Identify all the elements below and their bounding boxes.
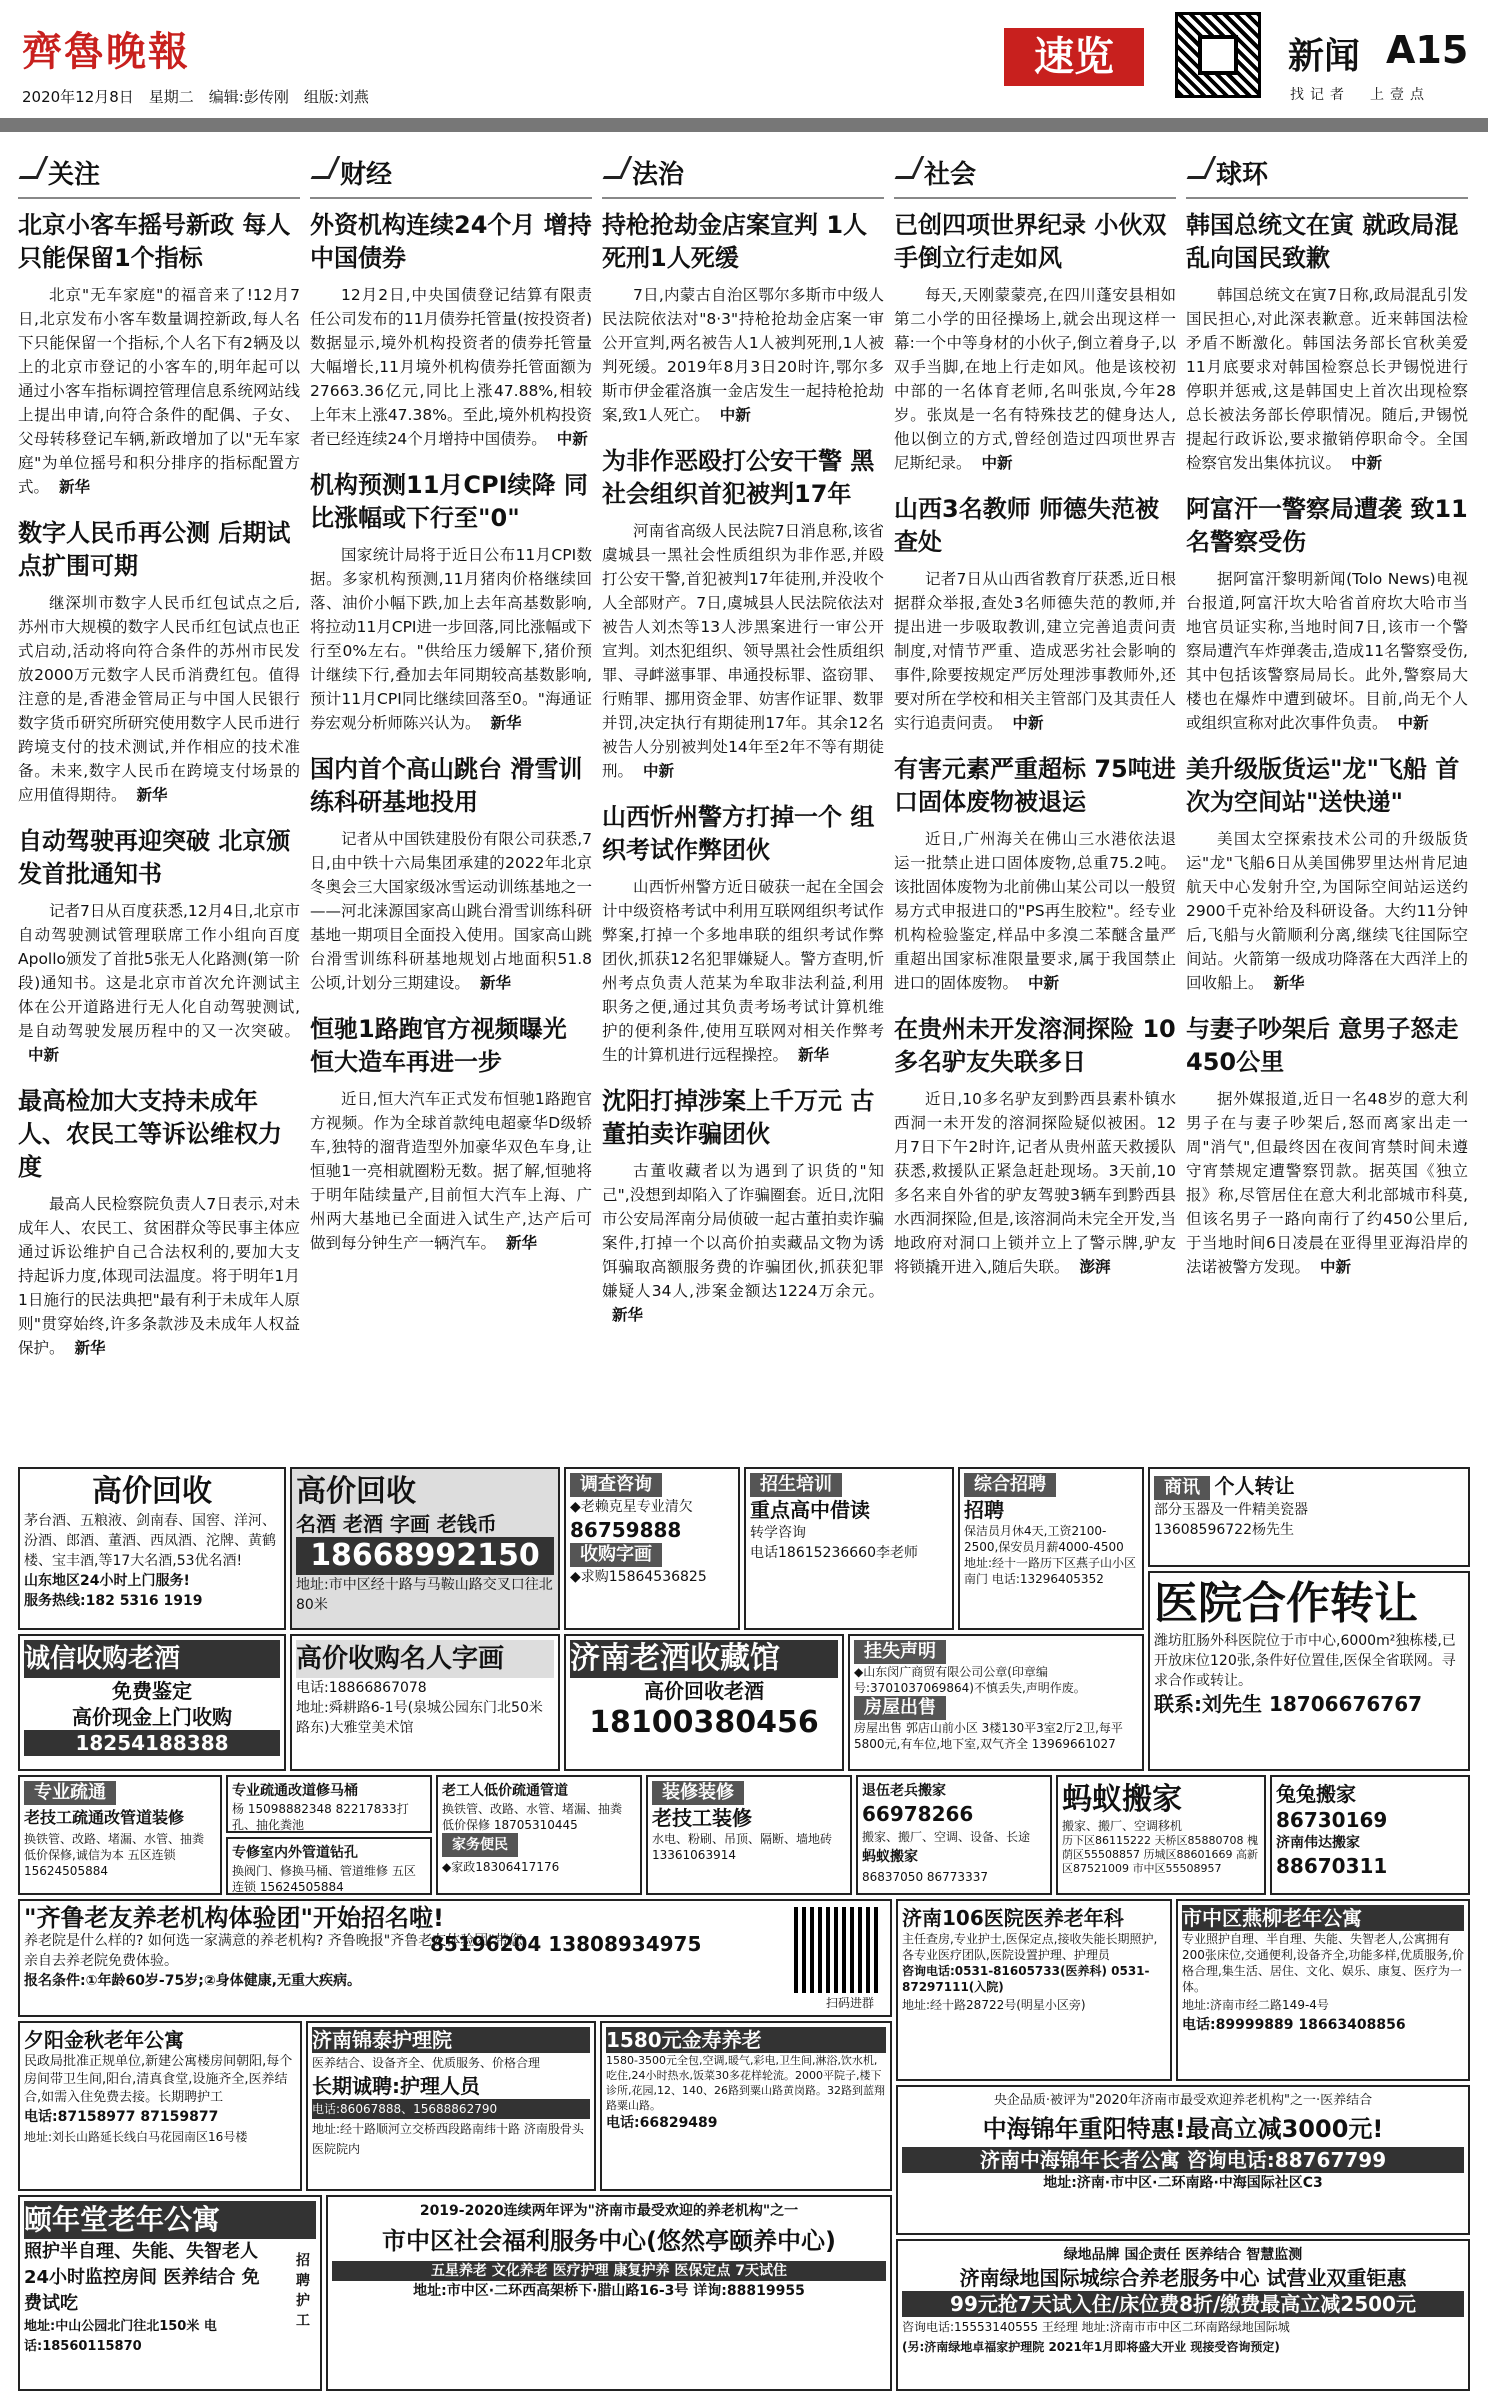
ad-body: ◆求购15864536825 <box>570 1569 707 1585</box>
ad-title: 专业疏通改道修马桶 <box>232 1783 358 1799</box>
news-article <box>894 753 1176 995</box>
ad-body: ◆老赖克星专业清欠 <box>570 1499 693 1515</box>
ad-phone: 86759888 <box>570 1518 682 1542</box>
editor-line: 找记者 上壹点 <box>1290 87 1430 103</box>
ad-zhonghai-home <box>896 2085 1470 2235</box>
article-headline: 已创四项世界纪录 小伙双手倒立行走如风 <box>894 211 1167 272</box>
ad-investigation <box>564 1467 740 1630</box>
column-heading: 法治 <box>602 150 884 199</box>
article-body <box>602 875 884 1067</box>
header-divider <box>0 118 1488 132</box>
column-4 <box>894 150 1176 1460</box>
article-body <box>894 827 1176 995</box>
ad-subtitle: 名酒 老酒 字画 老钱币 <box>296 1512 497 1536</box>
ad-address: 地址:济南市经二路149-4号 <box>1182 1998 1329 2012</box>
ad-body: ◆家政18306417176 <box>442 1860 560 1874</box>
news-article <box>602 445 884 783</box>
ad-tag: 专业疏通 <box>24 1781 116 1805</box>
article-source: 中新 <box>1320 1258 1352 1276</box>
ad-elderly-tour <box>18 1899 892 2017</box>
ad-body: 保洁员月休4天,工资2100-2500,保安员月薪4000-4500 地址:经十一路历下区燕子山小区南门 电话:13296405352 <box>964 1524 1137 1586</box>
article-headline: 北京小客车摇号新政 每人只能保留1个指标 <box>18 211 291 272</box>
article-body <box>602 1159 884 1327</box>
ad-phone: 联系:刘先生 18706676767 <box>1154 1692 1423 1716</box>
article-source: 新华 <box>506 1234 538 1252</box>
ad-subtitle: 长期诚聘:护理人员 <box>312 2074 480 2098</box>
ad-phone: 电话18615236660李老师 <box>750 1545 918 1561</box>
article-text: 近日,广州海关在佛山三水港依法退运一批禁止进口固体废物,总重75.2吨。该批固体废物为北前佛山某公司以一般贸易方式申报进口的"PS再生胶粒"。经专业机构检验鉴定,样品中多溴二苯醚含量严重超出国家标准限量要求,属于我国禁止进口的固体废物。 <box>894 830 1176 992</box>
article-source: 中新 <box>1028 974 1060 992</box>
newspaper-logo: 齊魯晚報 <box>22 28 190 75</box>
ad-yanliu-home <box>1176 1899 1470 2081</box>
news-article <box>310 753 592 995</box>
news-article <box>310 209 592 451</box>
ad-address: 山东地区24小时上门服务! <box>24 1573 190 1589</box>
article-text: 记者7日从百度获悉,12月4日,北京市自动驾驶测试管理联席工作小组向百度Apollo颁发了首批5张无人化路测(第一阶段)通知书。这是北京市首次允许测试主体在公开道路进行无人化自动驾驶测试,是自动驾驶发展历程中的又一次突破。 <box>18 902 300 1040</box>
news-article <box>1186 753 1468 995</box>
ad-phone: 13608596722杨先生 <box>1154 1522 1294 1538</box>
ad-title: 央企品质·被评为"2020年济南市最受欢迎养老机构"之一·医养结合 <box>993 2093 1373 2108</box>
ad-phone: 地址:中山公园北门往北150米 电话:18560115870 <box>24 2319 217 2354</box>
masthead <box>0 0 1488 120</box>
ad-title: 重点高中借读 <box>750 1498 870 1522</box>
ad-tag: 招生培训 <box>750 1473 842 1497</box>
qr-code-icon <box>1175 12 1261 98</box>
article-body <box>18 283 300 499</box>
news-article <box>310 1013 592 1255</box>
ad-address: 地址:市中区经十路与马鞍山路交叉口往北80米 <box>296 1577 553 1613</box>
ad-title: 济南老酒收藏馆 <box>570 1640 838 1678</box>
article-text: 继深圳市数字人民币红包试点之后,苏州市大规模的数字人民币红包试点也正式启动,活动将向符合条件的苏州市民发放2000万元数字人民币消费红包。值得注意的是,香港金管局正与中国人民银行数字货币研究所研究使用数字人民币进行跨境支付的技术测试,并作相应的技术准备。未来,数字人民币在跨境支付场景的应用值得期待。 <box>18 594 300 804</box>
news-article <box>602 801 884 1067</box>
article-headline: 有害元素严重超标 75吨进口固体废物被退运 <box>894 755 1176 816</box>
ad-body: 水电、粉刷、吊顶、隔断、墙地砖13361063914 <box>652 1832 833 1862</box>
ad-note: (另:济南绿地卓福家护理院 2021年1月即将盛大开业 现接受咨询预定) <box>902 2340 1280 2354</box>
article-body <box>310 1087 592 1255</box>
news-article <box>894 209 1176 475</box>
article-body <box>1186 567 1468 735</box>
ad-title: 诚信收购老酒 <box>24 1640 280 1678</box>
ad-phone: 杨 15098882348 82217833打孔、抽化粪池 <box>232 1802 409 1832</box>
ad-hospital-106 <box>896 1899 1172 2081</box>
ad-title: 个人转让 <box>1214 1474 1295 1498</box>
ad-address: 地址:刘长山路延长线白马花园南区16号楼 <box>24 2130 248 2144</box>
ad-phone: 85196204 13808934975 <box>430 1932 702 1956</box>
ad-tag: 综合招聘 <box>964 1473 1056 1497</box>
ad-worker <box>436 1775 642 1895</box>
ad-body: 养老院是什么样的? 如何选一家满意的养老机构? 齐鲁晚报"齐鲁老友体验团"带您亲自去养老院免费体验。 <box>24 1933 523 1969</box>
ad-title: 1580元金寿养老 <box>606 2027 886 2053</box>
article-headline: 与妻子吵架后 意男子怒走450公里 <box>1186 1015 1459 1076</box>
article-text: 山西忻州警方近日破获一起在全国会计中级资格考试中利用互联网组织考试作弊案,打掉一个多地串联的组织考试作弊团伙,抓获12名犯罪嫌疑人。警方查明,忻州考点负责人范某为牟取非法利益,利用职务之便,通过其负责考场考试计算机维护的便利条件,使用互联网对相关作弊考生的计算机进行远程操控。 <box>602 878 884 1064</box>
article-headline: 机构预测11月CPI续降 同比涨幅或下行至"0" <box>310 471 588 532</box>
ad-subtitle: 济南绿地国际城综合养老服务中心 试营业双重钜惠 <box>959 2266 1407 2290</box>
ad-subtitle: 转学咨询 <box>750 1525 806 1541</box>
ad-phone: 服务热线:182 5316 1919 <box>24 1593 203 1609</box>
article-headline: 在贵州未开发溶洞探险 10多名驴友失联多日 <box>894 1015 1176 1076</box>
ad-address: 地址:经十路28722号(明星小区旁) <box>902 1998 1086 2012</box>
article-body <box>310 827 592 995</box>
article-source: 新华 <box>490 714 522 732</box>
article-headline: 持枪抢劫金店案宣判 1人死刑1人死缓 <box>602 211 868 272</box>
ad-ant-moving <box>1056 1775 1266 1895</box>
article-text: 记者从中国铁建股份有限公司获悉,7日,由中铁十六局集团承建的2022年北京冬奥会三大国家级冰雪运动训练基地之一——河北涞源国家高山跳台滑雪训练科研基地一期项目全面投入使用。国家高山跳台滑雪训练科研基地规划占地面积51.8公顷,计划分三期建设。 <box>310 830 592 992</box>
article-source: 澎湃 <box>1079 1258 1111 1276</box>
article-body <box>18 1192 300 1360</box>
ad-title: "齐鲁老友养老机构体验团"开始招名啦! <box>24 1904 444 1932</box>
article-source: 新华 <box>1273 974 1305 992</box>
ad-subtitle: 免费鉴定 <box>112 1679 192 1703</box>
ad-phone: 电话:86067888、15688862790 <box>312 2099 590 2119</box>
ad-phone: 电话:18866867078 <box>296 1680 427 1696</box>
article-text: 近日,恒大汽车正式发布恒驰1路跑官方视频。作为全球首款纯电超豪华D级轿车,独特的溜背造型外加豪华双色车身,让恒驰1一亮相就圈粉无数。据了解,恒驰将于明年陆续量产,目前恒大汽车上海、广州两大基地已全面进入试生产,达产后可做到每分钟生产一辆汽车。 <box>310 1090 592 1252</box>
article-body <box>894 1087 1176 1279</box>
news-article <box>1186 209 1468 475</box>
article-source: 新华 <box>74 1339 106 1357</box>
news-article <box>1186 1013 1468 1279</box>
ad-hospital <box>1148 1571 1470 1771</box>
article-headline: 外资机构连续24个月 增持中国债券 <box>310 211 592 272</box>
article-text: 记者7日从山西省教育厅获悉,近日根据群众举报,查处3名师德失范的教师,并提出进一步吸取教训,建立完善追责问责制度,对情节严重、造成恶劣社会影响的事件,除要按规定严厉处理涉事教师外,还要对所在学校和相关主管部门及其责任人实行追责问责。 <box>894 570 1176 732</box>
ad-title: 蚂蚁搬家 <box>862 1849 918 1865</box>
ad-pipe <box>226 1837 432 1895</box>
ad-title: 绿地品牌 国企责任 医养结合 智慧监测 <box>1063 2247 1303 2263</box>
ad-title: 高价回收 <box>92 1474 212 1509</box>
article-headline: 美升级版货运"龙"飞船 首次为空间站"送快递" <box>1186 755 1460 816</box>
ad-toilet <box>226 1775 432 1833</box>
ad-phone: 18100380456 <box>589 1705 819 1740</box>
ad-body: 换阀门、修换马桶、管道维修 五区连锁 15624505884 <box>232 1864 416 1894</box>
dateline: 2020年12月8日 星期二 编辑:彭传刚 组版:刘燕 <box>22 88 369 106</box>
article-body <box>894 567 1176 735</box>
article-source: 中新 <box>981 454 1013 472</box>
article-body <box>310 543 592 735</box>
article-source: 中新 <box>28 1046 60 1064</box>
ad-phone: 电话:87158977 87159877 <box>24 2109 219 2125</box>
ad-phone: 86837050 86773337 <box>862 1870 988 1884</box>
article-text: 国家统计局将于近日公布11月CPI数据。多家机构预测,11月猪肉价格继续回落、油价小幅下跌,加上去年高基数影响,将拉动11月CPI进一步回落,同比涨幅或下行至0%左右。"供给压力缓解下,猪价预计继续下行,叠加去年同期较高基数影响,预计11月CPI同比继续回落至0。"海通证券宏观分析师陈兴认为。 <box>310 546 592 732</box>
ad-phone: 66978266 <box>862 1802 974 1826</box>
ad-title: 老技工装修 <box>652 1806 752 1830</box>
article-text: 美国太空探索技术公司的升级版货运"龙"飞船6日从美国佛罗里达州肯尼迪航天中心发射升空,为国际空间站运送约2900千克补给及科研设备。大约11分钟后,飞船与火箭顺利分离,继续飞往国际空间站。火箭第一级成功降落在大西洋上的回收船上。 <box>1186 830 1468 992</box>
ad-tag: 家务便民 <box>442 1833 518 1857</box>
ad-body: ◆山东闵广商贸有限公司公章(印章编号:3701037069864)不慎丢失,声明作废。 <box>854 1665 1086 1695</box>
news-article <box>602 209 884 427</box>
article-body <box>1186 827 1468 995</box>
ad-body: 部分玉器及一件精美瓷器 <box>1154 1502 1308 1518</box>
ad-tag: 商讯 <box>1154 1476 1210 1500</box>
ad-subtitle: 99元抢7天试入住/床位费8折/缴费最高立减2500元 <box>902 2291 1464 2317</box>
article-source: 中新 <box>643 762 675 780</box>
article-source: 中新 <box>1351 454 1383 472</box>
ad-wine-painting-recycle <box>290 1467 560 1630</box>
ad-title: 兔兔搬家 <box>1276 1782 1356 1806</box>
ad-phone: 88670311 <box>1276 1854 1388 1878</box>
ad-body: 搬家、搬厂、空调、设备、长途 <box>862 1830 1031 1844</box>
ad-liquor-recycle <box>18 1467 286 1630</box>
ad-veteran-moving <box>856 1775 1052 1895</box>
ad-phone: 电话:89999889 18663408856 <box>1182 2017 1406 2033</box>
article-source: 新华 <box>479 974 511 992</box>
ad-title: 高价回收 <box>296 1474 416 1509</box>
ad-plumbing <box>18 1775 222 1895</box>
column-1 <box>18 150 300 1460</box>
section-name: 新闻 <box>1288 36 1361 77</box>
qr-code-icon <box>794 1907 880 1993</box>
ad-sunset-home <box>18 2021 302 2191</box>
article-body <box>602 283 884 427</box>
article-headline: 最高检加大支持未成年人、农民工等诉讼维权力度 <box>18 1087 282 1181</box>
section-badge: 速览 <box>1004 28 1144 86</box>
ad-body: 搬家、搬厂、空调移机 <box>1062 1819 1183 1833</box>
article-text: 据阿富汗黎明新闻(Tolo News)电视台报道,阿富汗坎大哈省首府坎大哈市当地官员证实称,当地时间7日,该市一个警察局遭汽车炸弹袭击,造成11名警察受伤,其中包括该警察局局长。此外,警察局大楼也在爆炸中遭到破坏。目前,尚无个人或组织宣称对此次事件负责。 <box>1186 570 1468 732</box>
ad-body: 民政局批准正规单位,新建公寓楼房间朝阳,每个房间带卫生间,阳台,清真食堂,设施齐全,医养结合,如需入住免费去接。长期聘护工 <box>24 2054 293 2105</box>
article-headline: 自动驾驶再迎突破 北京颁发首批通知书 <box>18 827 291 888</box>
ad-tag: 房屋出售 <box>854 1696 946 1720</box>
news-article <box>310 469 592 735</box>
ad-body: 1580-3500元全包,空调,暖气,彩电,卫生间,淋浴,饮水机,吃住,24小时热水,饭菜30多花样轮流。2000平院子,楼下诊所,花园,12、140、26路到粟山路黄岗路。32路到蓝翔路粟山路。 <box>606 2054 885 2112</box>
ad-phone: 济南中海锦年长者公寓 咨询电话:88767799 <box>902 2147 1464 2173</box>
article-body <box>18 591 300 807</box>
news-article <box>18 517 300 807</box>
ad-title: 退伍老兵搬家 <box>862 1783 946 1799</box>
ad-phone: 18254188388 <box>24 1730 280 1756</box>
ad-title: 颐年堂老年公寓 <box>24 2201 316 2239</box>
ad-body: 专业照护自理、半自理、失能、失智老人,公寓拥有200张床位,交通便利,设备齐全,功能多样,优质服务,价格合理,集生活、居住、文化、娱乐、康复、医疗为一体。 <box>1182 1932 1464 1994</box>
article-headline: 沈阳打掉涉案上千万元 古董拍卖诈骗团伙 <box>602 1087 875 1148</box>
news-article <box>894 1013 1176 1279</box>
ad-body: 主任查房,专业护士,医保定点,接收失能长期照护,各专业医疗团队,医院设置护理、护理员 <box>902 1932 1158 1962</box>
ad-body: 照护半自理、失能、失智老人 24小时监控房间 医养结合 免费试吃 <box>24 2241 260 2314</box>
article-source: 中新 <box>719 406 751 424</box>
column-5 <box>1186 150 1468 1460</box>
article-headline: 山西3名教师 师德失范被查处 <box>894 495 1160 556</box>
column-heading: 社会 <box>894 150 1176 199</box>
ad-title: 济南伟达搬家 <box>1276 1835 1360 1851</box>
ad-subtitle: 高价现金上门收购 <box>72 1705 232 1729</box>
article-body <box>894 283 1176 475</box>
ad-greenland-center <box>896 2239 1470 2391</box>
ad-yinian-home <box>18 2195 322 2391</box>
article-body <box>1186 283 1468 475</box>
ad-body: 医养结合、设备齐全、优质服务、价格合理 <box>312 2056 541 2070</box>
ad-tag: 收购字画 <box>570 1543 662 1567</box>
article-source: 新华 <box>612 1306 644 1324</box>
column-3 <box>602 150 884 1460</box>
ad-conditions: 报名条件:①年龄60岁-75岁;②身体健康,无重大疾病。 <box>24 1973 361 1989</box>
ad-phone: 电话:66829489 <box>606 2115 718 2131</box>
article-body <box>1186 1087 1468 1279</box>
ad-title: 医院合作转让 <box>1154 1578 1418 1629</box>
ad-notice <box>848 1634 1144 1771</box>
classified-ads <box>0 1465 1488 2395</box>
article-headline: 韩国总统文在寅 就政局混乱向国民致歉 <box>1186 211 1459 272</box>
article-body <box>602 519 884 783</box>
ad-title: 老技工疏通改管道装修 <box>24 1808 185 1827</box>
news-article <box>18 1085 300 1360</box>
ad-school <box>744 1467 954 1630</box>
ad-address: 地址:经十路顺河立交桥西段路南纬十路 济南殷骨头医院院内 <box>312 2122 584 2156</box>
article-text: 北京"无车家庭"的福音来了!12月7日,北京发布小客车数量调控新政,每人名下只能保留一个指标,个人名下有2辆及以上的北京市登记的小客车的,明年起可以通过小客车指标调控管理信息系统网站线上提出申请,向符合条件的配偶、子女、父母转移登记车辆,新政增加了以"无车家庭"为单位摇号和积分排序的指标配置方式。 <box>18 286 300 496</box>
ad-tags: 五星养老 文化养老 医疗护理 康复护养 医保定点 7天试住 <box>332 2261 886 2281</box>
ad-phone: 86730169 <box>1276 1808 1388 1832</box>
ad-phone: 历下区86115222 天桥区85880708 槐荫区55508857 历城区88601669 高新区87521009 市中区55508957 <box>1062 1834 1258 1875</box>
ad-title: 市中区燕柳老年公寓 <box>1182 1905 1464 1931</box>
ad-phone: 18668992150 <box>296 1537 554 1575</box>
news-article <box>894 493 1176 735</box>
ad-body: 换铁管、改路、堵漏、水管、抽粪 低价保修,诚信为本 五区连锁 15624505884 <box>24 1832 205 1878</box>
column-2 <box>310 150 592 1460</box>
ad-title: 专修室内外管道钻孔 <box>232 1845 358 1861</box>
article-text: 每天,天刚蒙蒙亮,在四川蓬安县相如第二小学的田径操场上,就会出现这样一幕:一个中等身材的小伙子,倒立着身子,以双手当脚,在地上行走如风。他是该校初中部的一名体育老师,名叫张岚,今年28岁。张岚是一名有特殊技艺的健身达人,他以倒立的方式,曾经创造过四项世界吉尼斯纪录。 <box>894 286 1176 472</box>
news-article <box>18 825 300 1067</box>
ad-recruit <box>958 1467 1144 1630</box>
article-text: 7日,内蒙古自治区鄂尔多斯市中级人民法院依法对"8·3"持枪抢劫金店案一审公开宣判,两名被告人1人被判死刑,1人被判死缓。2019年8月3日20时许,鄂尔多斯市伊金霍洛旗一金店发生一起持枪抢劫案,致1人死亡。 <box>602 286 884 424</box>
article-text: 据外媒报道,近日一名48岁的意大利男子在与妻子吵架后,怒而离家出走一周"消气",但最终因在夜间宵禁时间未遵守宵禁规定遭警察罚款。据英国《独立报》称,尽管居住在意大利北部城市科莫,但该名男子一路向南行了约450公里后,于当地时间6日凌晨在亚得里亚海沿岸的法诺被警方发现。 <box>1186 1090 1468 1276</box>
article-headline: 山西忻州警方打掉一个 组织考试作弊团伙 <box>602 803 875 864</box>
ad-body: 潍坊肛肠外科医院位于市中心,6000m²独栋楼,已开放床位120张,条件好位置佳,医保全省联网。寻求合作或转让。 <box>1154 1633 1456 1689</box>
news-article <box>18 209 300 499</box>
ad-old-wine <box>18 1634 286 1771</box>
ad-phone: 咨询电话:15553140555 王经理 地址:济南市市中区二环南路绿地国际城 <box>902 2320 1290 2334</box>
ad-body: 换铁管、改路、水管、堵漏、抽粪 低价保修 18705310445 <box>442 1802 623 1832</box>
article-text: 河南省高级人民法院7日消息称,该省虞城县一黑社会性质组织为非作恶,并殴打公安干警,首犯被判17年徒刑,并没收个人全部财产。7日,虞城县人民法院依法对被告人刘杰等13人涉黑案进行一审公开宣判。刘杰犯组织、领导黑社会性质组织罪、寻衅滋事罪、串通投标罪、盗窃罪、行贿罪、挪用资金罪、妨害作证罪、数罪并罚,决定执行有期徒刑17年。其余12名被告人分别被判处14年至2年不等有期徒刑。 <box>602 522 884 780</box>
ad-subtitle: 市中区社会福利服务中心(悠然亭颐养中心) <box>382 2227 836 2255</box>
column-heading: 关注 <box>18 150 300 199</box>
ad-title: 2019-2020连续两年评为"济南市最受欢迎的养老机构"之一 <box>419 2203 799 2219</box>
ad-body: 茅台酒、五粮液、剑南春、国窖、洋河、汾酒、郎酒、董酒、西凤酒、沱牌、黄鹤楼、宝丰酒,等17大名酒,53优名酒! <box>24 1513 276 1569</box>
article-source: 新华 <box>136 786 168 804</box>
ad-title: 蚂蚁搬家 <box>1062 1782 1182 1817</box>
ad-transfer <box>1148 1467 1470 1567</box>
ad-title: 济南106医院医养老年科 <box>902 1906 1124 1930</box>
page-number: A15 <box>1386 28 1469 72</box>
article-text: 12月2日,中央国债登记结算有限责任公司发布的11月债券托管量(按投资者)数据显示,境外机构投资者的债券托管量大幅增长,11月境外机构债券托管面额为27663.36亿元,同比上涨47.88%,相较上年末上涨47.38%。至此,境外机构投资者已经连续24个月增持中国债券。 <box>310 286 592 448</box>
ad-phone: 咨询电话:0531-81605733(医养科) 0531-87297111(入院) <box>902 1964 1150 1994</box>
ad-subtitle: 中海锦年重阳特惠!最高立减3000元! <box>982 2115 1384 2143</box>
article-headline: 恒驰1路跑官方视频曝光 恒大造车再进一步 <box>310 1015 567 1076</box>
article-body <box>18 899 300 1067</box>
ad-welfare-center <box>326 2195 892 2391</box>
ad-title: 招聘 <box>964 1498 1004 1522</box>
article-text: 最高人民检察院负责人7日表示,对未成年人、农民工、贫困群众等民事主体应通过诉讼维护自己合法权利的,要加大支持起诉力度,体现司法温度。将于明年1月1日施行的民法典把"最有利于未成年人原则"贯穿始终,许多条款涉及未成年人权益保护。 <box>18 1195 300 1357</box>
news-article <box>602 1085 884 1327</box>
ad-tag: 挂失声明 <box>854 1640 946 1664</box>
ad-jinshou-home <box>600 2021 892 2191</box>
article-text: 韩国总统文在寅7日称,政局混乱引发国民担心,对此深表歉意。近来韩国法检矛盾不断激化。韩国法务部长官秋美爱11月底要求对韩国检察总长尹锡悦进行停职并惩戒,这是韩国史上首次出现检察总长被法务部长停职情况。随后,尹锡悦提起行政诉讼,要求撤销停职命令。全国检察官发出集体抗议。 <box>1186 286 1468 472</box>
ad-address: 地址:舜耕路6-1号(泉城公园东门北50米路东)大雅堂美术馆 <box>296 1700 543 1736</box>
ad-title: 济南锦泰护理院 <box>312 2027 590 2053</box>
article-source: 新华 <box>59 478 91 496</box>
ad-subtitle: 高价回收老酒 <box>644 1679 764 1703</box>
news-article <box>1186 493 1468 735</box>
article-headline: 为非作恶殴打公安干警 黑社会组织首犯被判17年 <box>602 447 875 508</box>
ad-tag: 调查咨询 <box>570 1473 662 1497</box>
ad-decoration <box>646 1775 852 1895</box>
article-text: 近日,10多名驴友到黔西县素朴镇水西洞一未开发的溶洞探险疑似被困。12月7日下午2时许,记者从贵州蓝天救援队获悉,救援队正紧急赶赴现场。3天前,10多名来自外省的驴友驾驶3辆车到黔西县水西洞探险,但是,该溶洞尚未完全开发,当地政府对洞口上锁并立上了警示牌,驴友将锁撬开进入,随后失联。 <box>894 1090 1176 1276</box>
ad-title: 夕阳金秋老年公寓 <box>24 2028 184 2052</box>
ad-wine-museum <box>564 1634 844 1771</box>
ad-title: 老工人低价疏通管道 <box>442 1783 568 1799</box>
ad-address: 地址:济南·市中区·二环南路·中海国际社区C3 <box>1043 2175 1323 2191</box>
ad-rabbit-moving <box>1270 1775 1470 1895</box>
article-source: 中新 <box>1012 714 1044 732</box>
article-source: 中新 <box>556 430 588 448</box>
column-heading: 球环 <box>1186 150 1468 199</box>
article-source: 中新 <box>1397 714 1429 732</box>
ad-address: 地址:市中区·二环西高架桥下·腊山路16-3号 详询:88819955 <box>413 2283 805 2299</box>
article-headline: 阿富汗一警察局遭袭 致11名警察受伤 <box>1186 495 1468 556</box>
ad-title: 高价收购名人字画 <box>296 1640 554 1678</box>
column-heading: 财经 <box>310 150 592 199</box>
ad-body: 房屋出售 郭店山前小区 3楼130平3室2厅2卫,每平5800元,有车位,地下室,双气齐全 13969661027 <box>854 1721 1123 1751</box>
ad-calligraphy <box>290 1634 560 1771</box>
article-source: 新华 <box>798 1046 830 1064</box>
ad-tag: 装修装修 <box>652 1781 744 1805</box>
ad-qr-caption: 扫码进群 <box>825 1996 874 2010</box>
ad-jintai-nursing <box>306 2021 596 2191</box>
ad-side-note: 招聘护工 <box>296 2253 310 2329</box>
article-body <box>310 283 592 451</box>
article-text: 古董收藏者以为遇到了识货的"知己",没想到却陷入了诈骗圈套。近日,沈阳市公安局浑南分局侦破一起古董拍卖诈骗案件,打掉一个以高价拍卖藏品文物为诱饵骗取高额服务费的诈骗团伙,抓获犯罪嫌疑人34人,涉案金额达1224万余元。 <box>602 1162 884 1300</box>
article-headline: 国内首个高山跳台 滑雪训练科研基地投用 <box>310 755 583 816</box>
article-headline: 数字人民币再公测 后期试点扩围可期 <box>18 519 291 580</box>
